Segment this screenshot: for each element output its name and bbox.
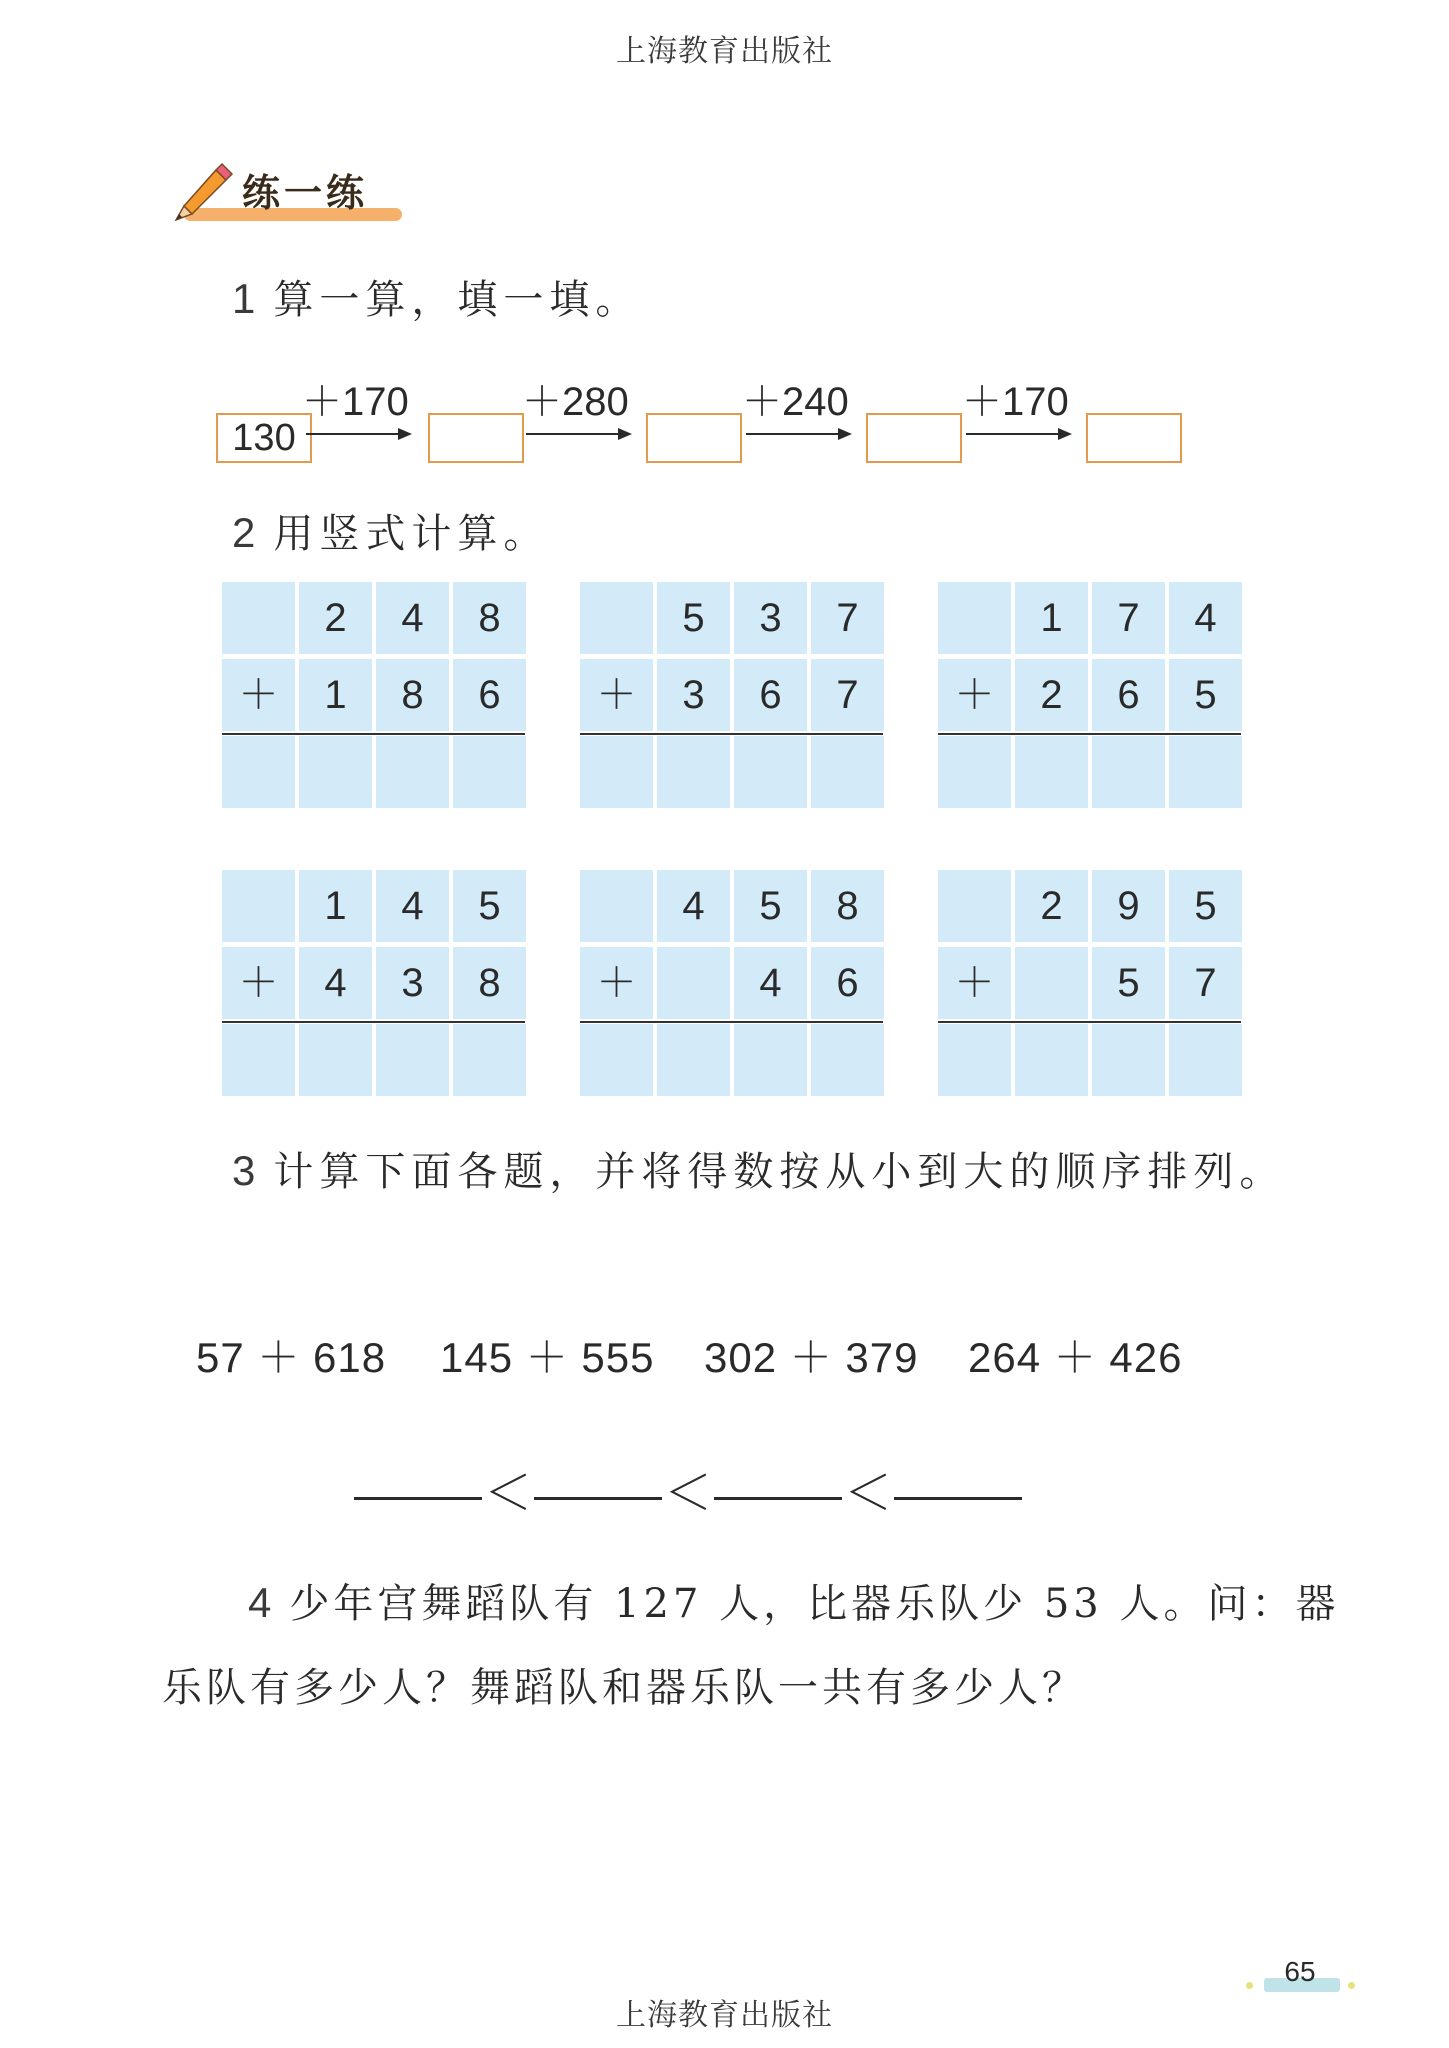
answer-cell[interactable] [938, 1024, 1011, 1096]
expression: 145 ＋ 555 [440, 1334, 655, 1381]
question-text-line1: 少年宫舞蹈队有 127 人，比器乐队少 53 人。问：器 [289, 1581, 1340, 1627]
question-number: 3 [228, 1147, 259, 1195]
vertical-addition-grid [938, 582, 1241, 812]
addend-digit: 8 [376, 659, 449, 731]
answer-cell[interactable] [657, 736, 730, 808]
answer-cell[interactable] [1169, 1024, 1242, 1096]
answer-blank[interactable] [354, 1497, 482, 1500]
question-1 [228, 268, 641, 325]
page-number: 65 [1284, 1956, 1316, 1987]
addend-digit: 7 [811, 659, 884, 731]
sum-rule-line [938, 1021, 1241, 1023]
section-title: 练一练 [242, 170, 369, 215]
addend-digit [657, 947, 730, 1019]
answer-cell[interactable] [1015, 736, 1088, 808]
addend-digit: 4 [734, 947, 807, 1019]
answer-cell[interactable] [453, 736, 526, 808]
answer-cell[interactable] [811, 1024, 884, 1096]
answer-box[interactable] [866, 413, 962, 463]
publisher-header: 上海教育出版社 [616, 34, 833, 69]
less-than-sign: ＜ [484, 1467, 533, 1520]
addend-digit: 3 [657, 659, 730, 731]
addend-digit: 8 [453, 947, 526, 1019]
arrow-icon [746, 426, 852, 442]
addend-digit: 4 [376, 582, 449, 654]
addend-digit: 7 [1169, 947, 1242, 1019]
answer-box[interactable] [646, 413, 742, 463]
addend-digit: 5 [1169, 870, 1242, 942]
addend-digit: 3 [376, 947, 449, 1019]
addend-digit: 6 [1092, 659, 1165, 731]
answer-cell[interactable] [1015, 1024, 1088, 1096]
addend-digit: 2 [1015, 659, 1088, 731]
question-prompt: 算一算，填一填。 [273, 277, 642, 323]
expression: 264 ＋ 426 [968, 1334, 1183, 1381]
addend-digit [938, 582, 1011, 654]
addend-digit [222, 870, 295, 942]
arrow-icon [526, 426, 632, 442]
sum-rule-line [580, 1021, 883, 1023]
addend-digit: 9 [1092, 870, 1165, 942]
question-prompt: 计算下面各题，并将得数按从小到大的顺序排列。 [273, 1149, 1286, 1195]
plus-sign: ＋ [938, 659, 1011, 731]
addend-digit: 8 [811, 870, 884, 942]
addend-digit: 2 [299, 582, 372, 654]
plus-sign: ＋ [580, 659, 653, 731]
answer-cell[interactable] [734, 736, 807, 808]
answer-blank[interactable] [894, 1497, 1022, 1500]
addend-digit [938, 870, 1011, 942]
answer-cell[interactable] [811, 736, 884, 808]
sum-rule-line [580, 733, 883, 735]
question-text-line2: 乐队有多少人？舞蹈队和器乐队一共有多少人？ [162, 1665, 1086, 1711]
addend-digit: 1 [299, 870, 372, 942]
addend-digit: 1 [299, 659, 372, 731]
plus-sign: ＋ [938, 947, 1011, 1019]
question-2 [228, 502, 549, 559]
plus-sign: ＋ [222, 659, 295, 731]
section-header [170, 158, 400, 228]
chain-op: ＋240 [742, 380, 849, 424]
addend-digit [580, 582, 653, 654]
sum-rule-line [222, 1021, 525, 1023]
answer-box[interactable] [428, 413, 524, 463]
answer-cell[interactable] [1092, 736, 1165, 808]
addend-digit: 4 [299, 947, 372, 1019]
answer-cell[interactable] [376, 736, 449, 808]
addend-digit [580, 870, 653, 942]
addend-digit: 7 [811, 582, 884, 654]
addend-digit [222, 582, 295, 654]
answer-blank[interactable] [714, 1497, 842, 1500]
addend-digit: 5 [1092, 947, 1165, 1019]
addend-digit: 6 [734, 659, 807, 731]
addend-digit: 5 [657, 582, 730, 654]
answer-box[interactable] [1086, 413, 1182, 463]
addend-digit: 1 [1015, 582, 1088, 654]
chain-start-value: 130 [216, 413, 312, 463]
addend-digit: 6 [811, 947, 884, 1019]
addend-digit: 5 [453, 870, 526, 942]
answer-cell[interactable] [376, 1024, 449, 1096]
less-than-sign: ＜ [664, 1467, 713, 1520]
less-than-sign: ＜ [844, 1467, 893, 1520]
arrow-icon [966, 426, 1072, 442]
answer-cell[interactable] [453, 1024, 526, 1096]
plus-sign: ＋ [222, 947, 295, 1019]
pencil-icon [170, 158, 240, 228]
sum-rule-line [938, 733, 1241, 735]
question-4 [244, 1572, 1339, 1629]
chain-op: ＋170 [302, 380, 409, 424]
answer-cell[interactable] [938, 736, 1011, 808]
addend-digit: 3 [734, 582, 807, 654]
addend-digit: 8 [453, 582, 526, 654]
answer-cell[interactable] [734, 1024, 807, 1096]
chain-op: ＋280 [522, 380, 629, 424]
decor-dot [1348, 1982, 1355, 1989]
answer-cell[interactable] [299, 736, 372, 808]
addend-digit: 7 [1092, 582, 1165, 654]
answer-cell[interactable] [1092, 1024, 1165, 1096]
question-number: 4 [244, 1579, 275, 1627]
addend-digit [1015, 947, 1088, 1019]
question-3 [228, 1140, 1285, 1197]
vertical-addition-grid [580, 870, 883, 1100]
answer-cell[interactable] [222, 736, 295, 808]
answer-cell[interactable] [1169, 736, 1242, 808]
expression: 57 ＋ 618 [196, 1334, 387, 1381]
addend-digit: 5 [1169, 659, 1242, 731]
answer-cell[interactable] [580, 736, 653, 808]
addend-digit: 4 [376, 870, 449, 942]
answer-cell[interactable] [222, 1024, 295, 1096]
vertical-addition-grid [222, 870, 525, 1100]
addend-digit: 6 [453, 659, 526, 731]
publisher-footer: 上海教育出版社 [616, 1998, 833, 2033]
addend-digit: 5 [734, 870, 807, 942]
answer-cell[interactable] [299, 1024, 372, 1096]
expression: 302 ＋ 379 [704, 1334, 919, 1381]
sum-rule-line [222, 733, 525, 735]
answer-blank[interactable] [534, 1497, 662, 1500]
answer-cell[interactable] [580, 1024, 653, 1096]
addend-digit: 4 [1169, 582, 1242, 654]
vertical-addition-grid [580, 582, 883, 812]
question-number: 1 [228, 275, 259, 323]
arrow-icon [306, 426, 412, 442]
vertical-addition-grid [938, 870, 1241, 1100]
addend-digit: 4 [657, 870, 730, 942]
vertical-addition-grid [222, 582, 525, 812]
addend-digit: 2 [1015, 870, 1088, 942]
question-number: 2 [228, 509, 259, 557]
answer-cell[interactable] [657, 1024, 730, 1096]
chain-op: ＋170 [962, 380, 1069, 424]
plus-sign: ＋ [580, 947, 653, 1019]
question-prompt: 用竖式计算。 [273, 511, 550, 557]
